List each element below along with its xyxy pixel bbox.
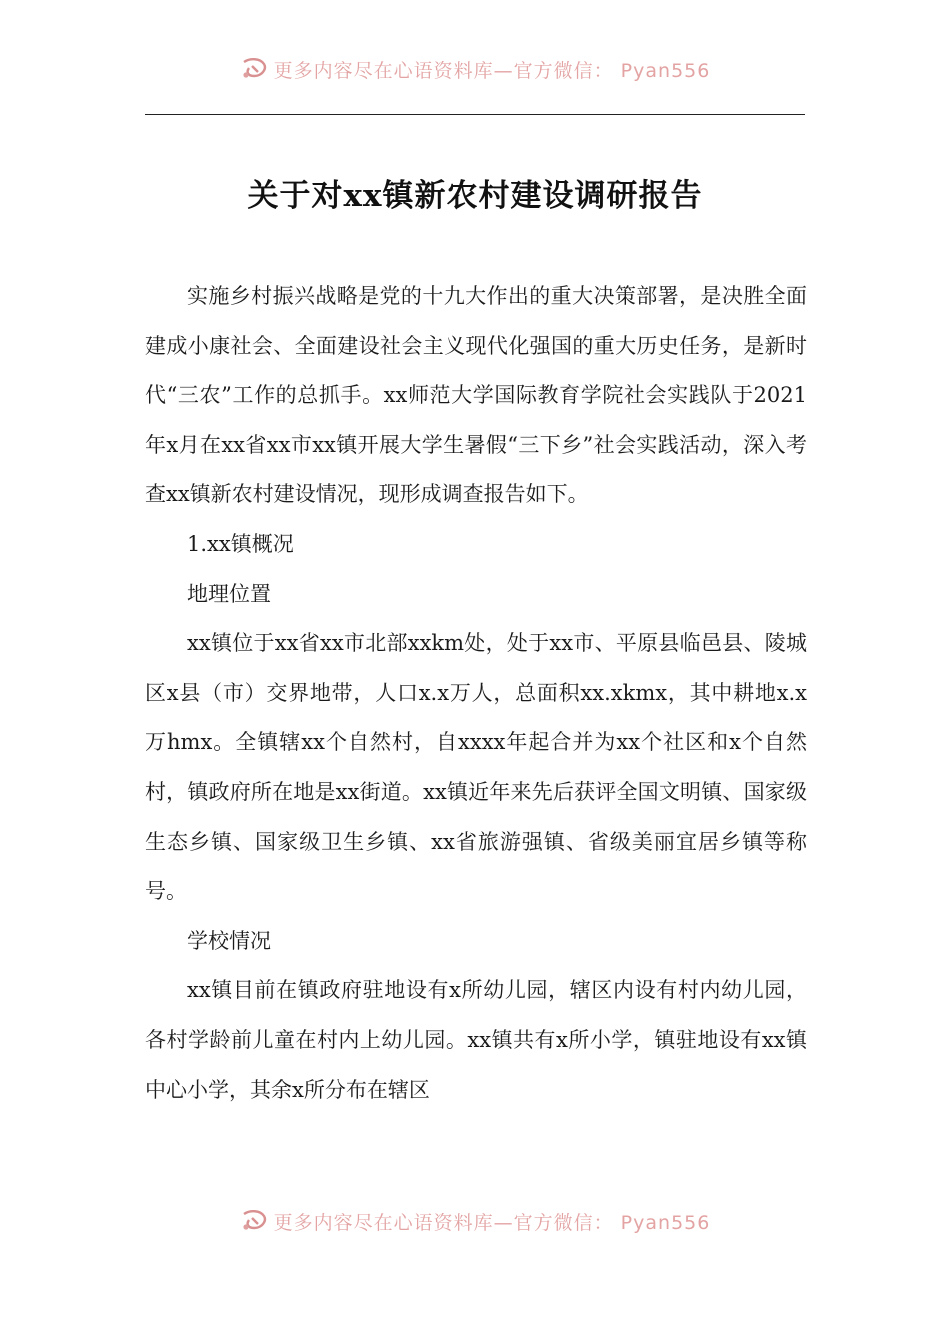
intro-paragraph: 实施乡村振兴战略是党的十九大作出的重大决策部署，是决胜全面建成小康社会、全面建设社会主义现代化强国的重大历史任务，是新时代“三农”工作的总抓手。xx师范大学国际教育学院社会实践队于2021年x月在xx省xx市xx镇开展大学生暑假“三下乡”社会实践活动，深入考查xx镇新农村建设情况，现形成调查报告如下。: [145, 284, 807, 507]
document-title: 关于对xx镇新农村建设调研报告: [247, 178, 703, 214]
watermark-text: 更多内容尽在心语资料库—官方微信： Pyan556: [273, 1212, 711, 1234]
header-rule: [145, 114, 805, 115]
subheading-schools: 学校情况: [187, 928, 271, 953]
section-heading: 1.xx镇概况: [187, 531, 294, 556]
watermark-bottom: [0, 1208, 950, 1237]
subheading-location: 地理位置: [187, 581, 271, 606]
document-body: [145, 272, 807, 1114]
schools-paragraph: xx镇目前在镇政府驻地设有x所幼儿园，辖区内设有村内幼儿园，各村学龄前儿童在村内上幼儿园。xx镇共有x所小学，镇驻地设有xx镇中心小学，其余x所分布在辖区: [145, 978, 807, 1102]
watermark-logo-icon: [240, 1210, 270, 1237]
location-paragraph: xx镇位于xx省xx市北部xxkm处，处于xx市、平原县临邑县、陵城区x县（市）交界地带，人口x.x万人，总面积xx.xkmx，其中耕地x.x万hmx。全镇辖xx个自然村，自xxxx年起合并为xx个社区和x个自然村，镇政府所在地是xx街道。xx镇近年来先后获评全国文明镇、国家级生态乡镇、国家级卫生乡镇、xx省旅游强镇、省级美丽宜居乡镇等称号。: [145, 631, 807, 904]
watermark-text: 更多内容尽在心语资料库—官方微信： Pyan556: [273, 60, 711, 82]
watermark-top: [0, 56, 950, 85]
watermark-logo-icon: [240, 58, 270, 85]
